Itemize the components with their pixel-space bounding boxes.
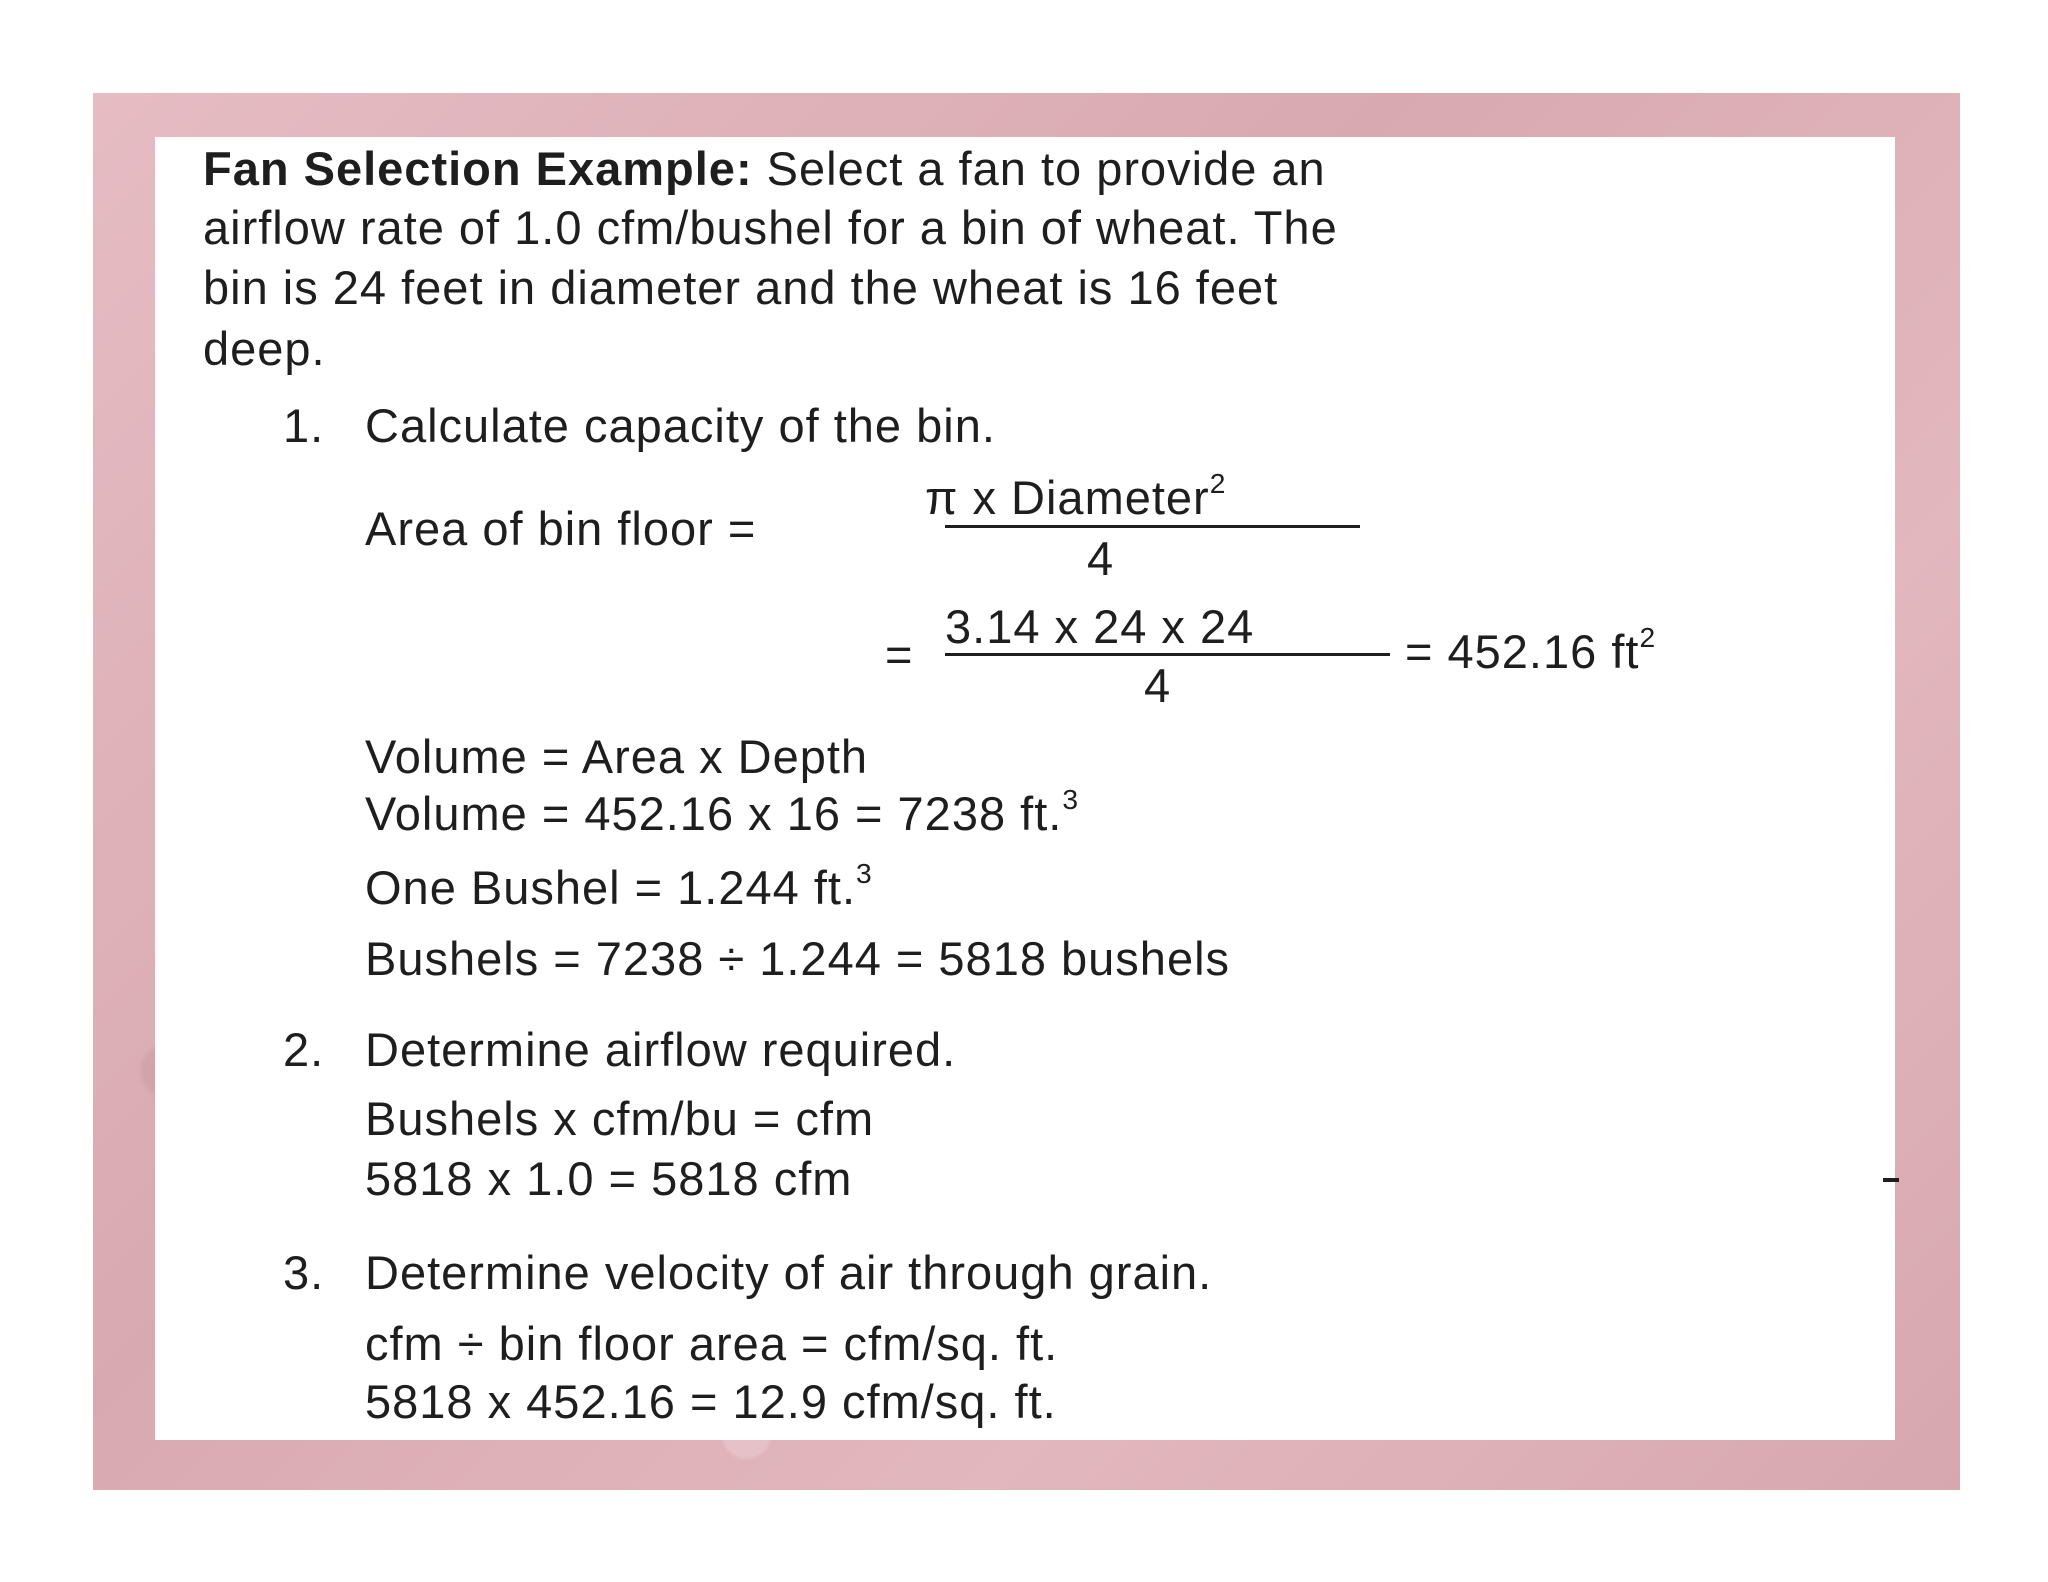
area-formula-fraction-bar: [945, 525, 1360, 528]
area-calc-equals: =: [885, 628, 914, 681]
area-formula-numerator: π x Diameter$^2$: [925, 466, 1227, 524]
intro-line-3: bin is 24 feet in diameter and the wheat is 16 feet: [203, 261, 1279, 314]
area-calc-fraction-bar: [945, 653, 1390, 656]
step-1-heading: Calculate capacity of the bin.: [365, 399, 996, 452]
intro-line-2: airflow rate of 1.0 cfm/bushel for a bin of wheat. The: [203, 201, 1338, 254]
area-calc-numerator: 3.14 x 24 x 24: [945, 600, 1255, 653]
bushels-calc: Bushels = 7238 ÷ 1.244 = 5818 bushels: [365, 932, 1231, 985]
step-3-number: 3.: [283, 1246, 325, 1299]
intro-text-1: Select a fan to provide an: [766, 142, 1326, 195]
area-formula-denominator: 4: [1087, 532, 1115, 585]
example-title: Fan Selection Example:: [203, 142, 753, 195]
intro-line-1: [203, 142, 1326, 195]
area-calc-result: = 452.16 $ft^2$: [1405, 620, 1657, 678]
step-1-number: 1.: [283, 399, 325, 452]
step-2-heading: Determine airflow required.: [365, 1023, 957, 1076]
step-2-number: 2.: [283, 1023, 325, 1076]
bushel-definition: One Bushel = 1.244 ft.$^3$: [365, 856, 873, 914]
dash-mark: [1883, 1178, 1899, 1182]
airflow-calc: 5818 x 1.0 = 5818 cfm: [365, 1152, 853, 1205]
area-calc-denominator: 4: [1144, 659, 1172, 712]
velocity-formula: cfm ÷ bin floor area = cfm/sq. ft.: [365, 1317, 1059, 1370]
intro-line-4: deep.: [203, 322, 326, 375]
velocity-calc: 5818 x 452.16 = 12.9 cfm/sq. ft.: [365, 1375, 1057, 1428]
airflow-formula: Bushels x cfm/bu = cfm: [365, 1092, 875, 1145]
step-3-heading: Determine velocity of air through grain.: [365, 1246, 1213, 1299]
area-formula-label: Area of bin floor =: [365, 502, 757, 555]
volume-formula: Volume = Area x Depth: [365, 730, 869, 783]
volume-calc: Volume = 452.16 x 16 = 7238 ft.$^3$: [365, 782, 1080, 840]
